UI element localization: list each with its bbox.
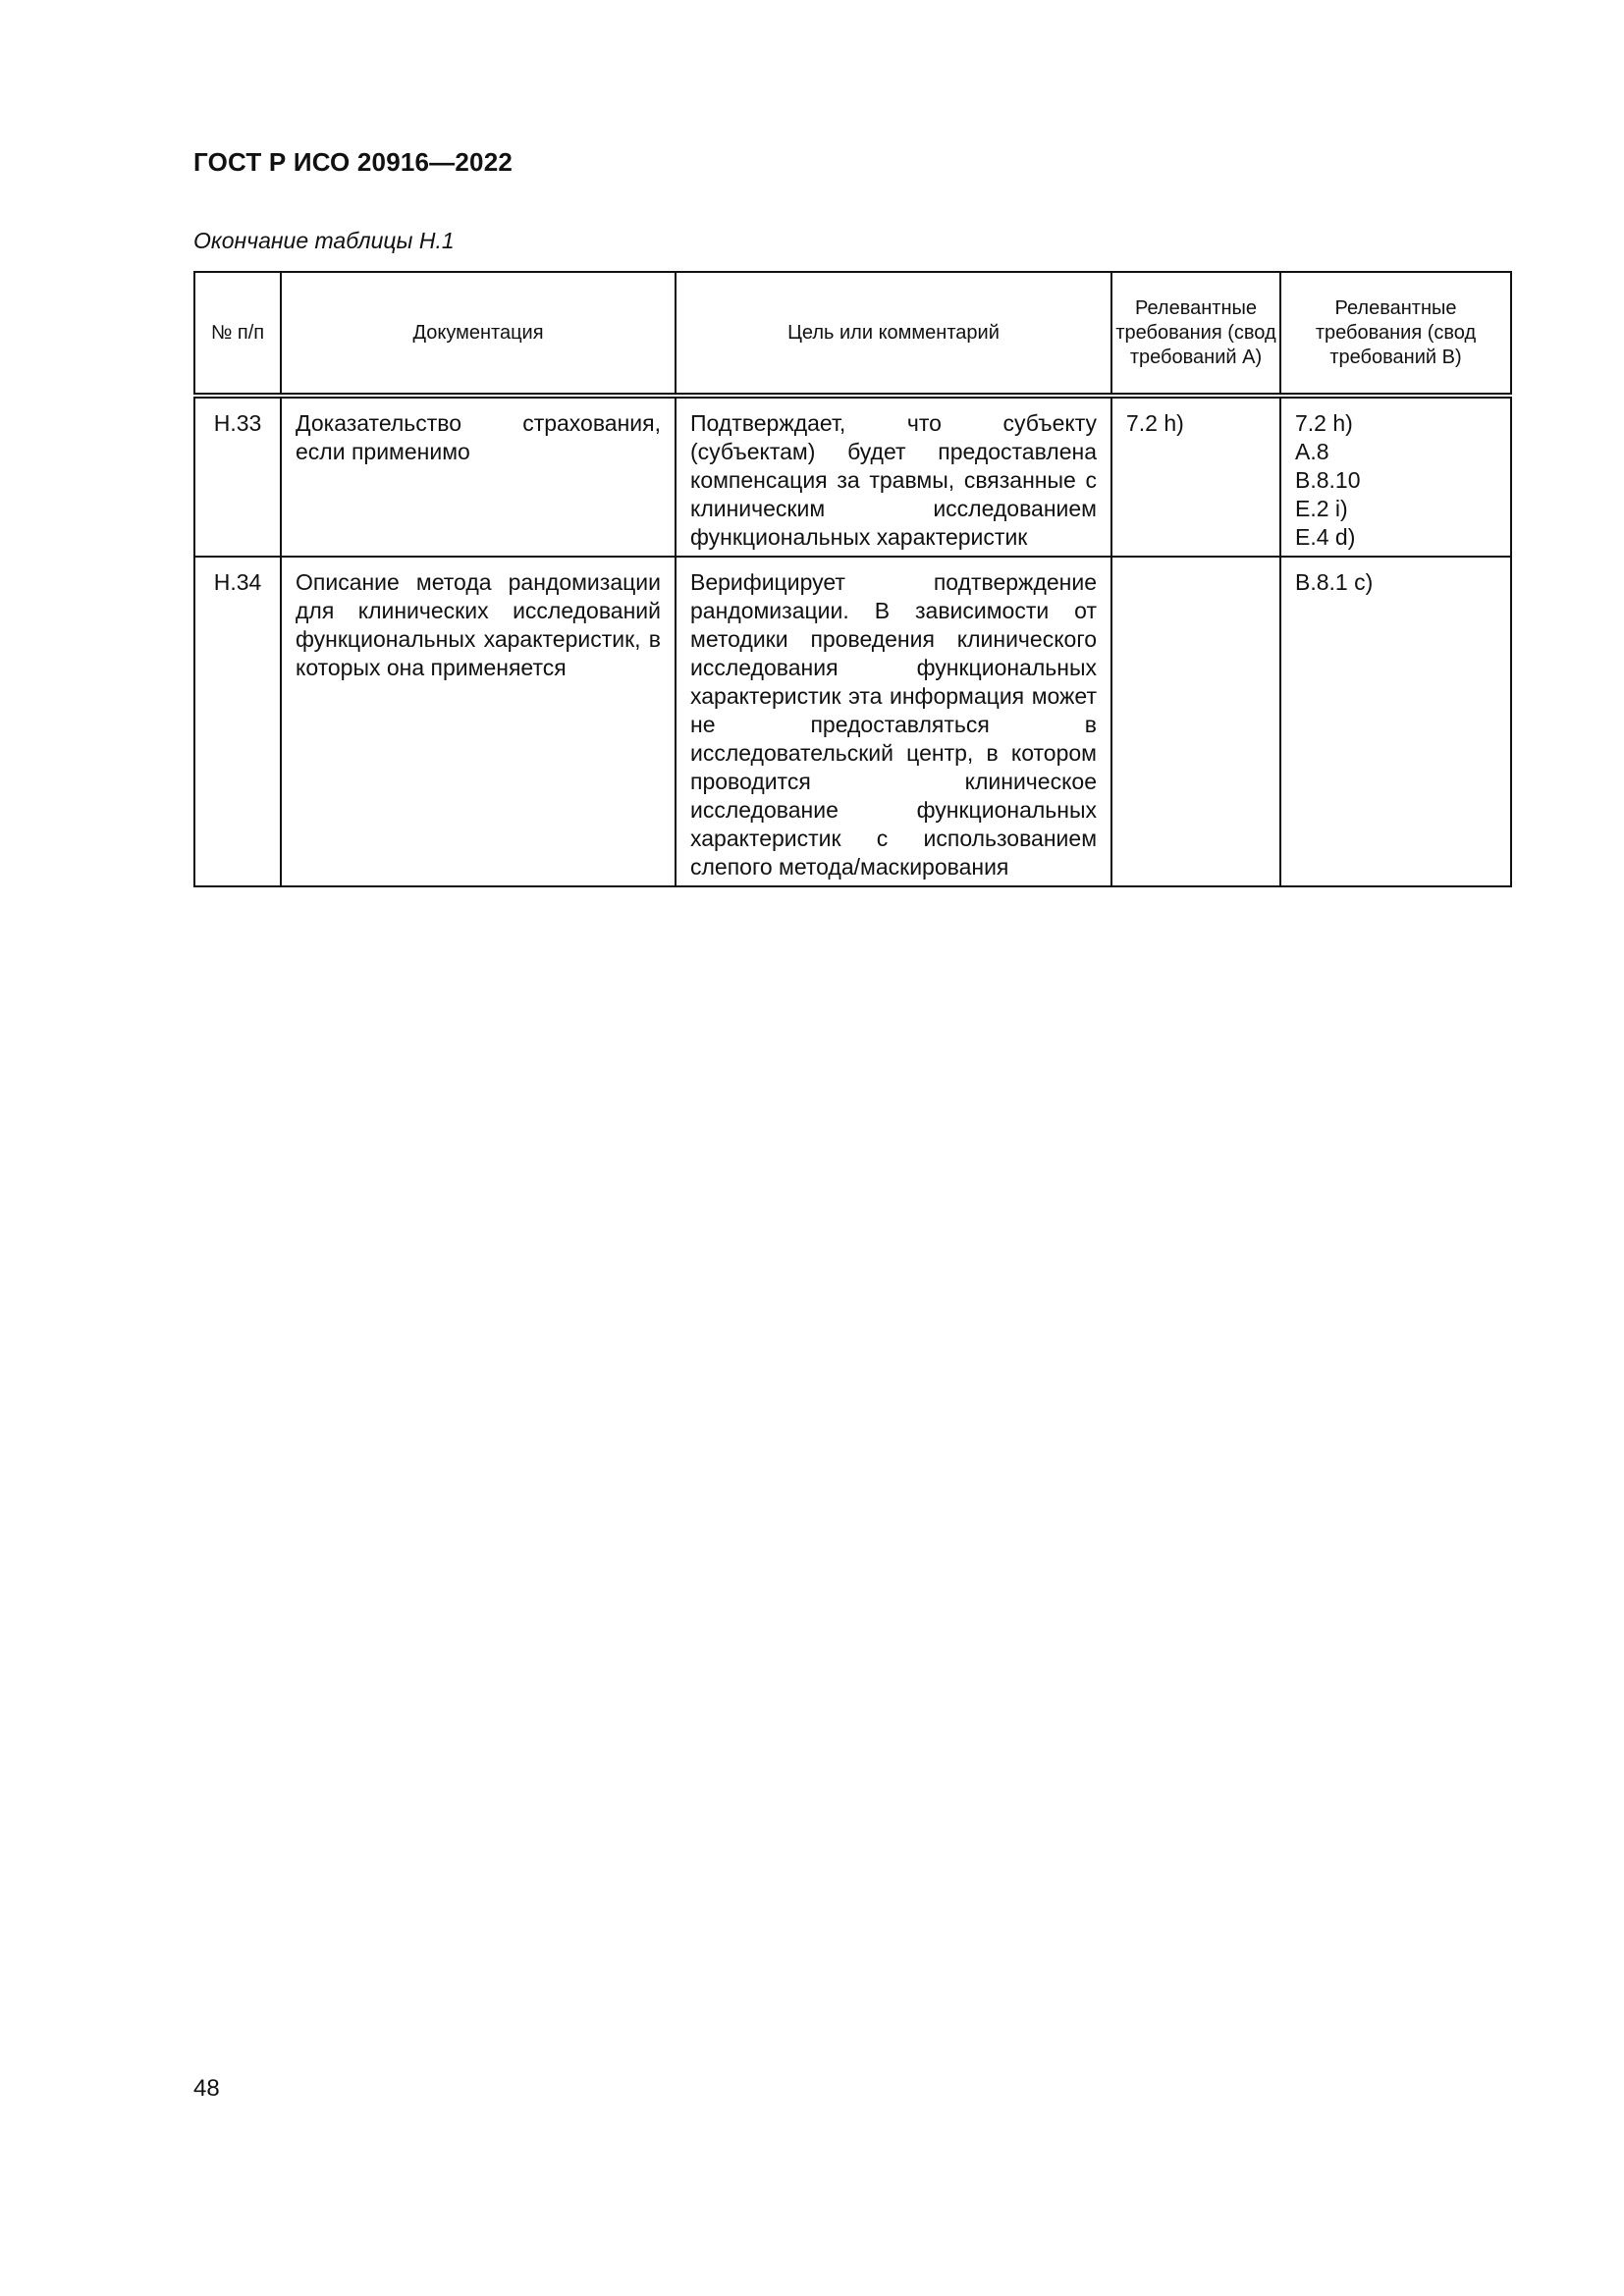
- column-header-purpose: Цель или комментарий: [676, 272, 1111, 396]
- req-b-cell: [1280, 557, 1511, 886]
- table-row: [194, 396, 1511, 557]
- column-header-req-a: Релевантные требования (свод требований А): [1111, 272, 1280, 396]
- req-b-item: В.8.10: [1295, 467, 1361, 493]
- column-header-documentation: Документация: [281, 272, 676, 396]
- req-b-item: Е.2 i): [1295, 496, 1348, 521]
- req-b-item: 7.2 h): [1295, 410, 1353, 436]
- requirements-table: [193, 271, 1512, 887]
- req-a-cell: [1111, 396, 1280, 557]
- req-a-item: 7.2 h): [1126, 410, 1184, 436]
- document-header: ГОСТ Р ИСО 20916—2022: [193, 147, 514, 177]
- row-number: Н.34: [194, 557, 281, 886]
- purpose-cell: Верифицирует подтверждение рандомизации. В зависимости от методики проведения клинического исследования функциональных характеристик эта информация может не предоставляться в исследовательский центр, в котором проводится клиническое исследование функциональных характеристик с использованием слепого метода/маскирования: [676, 557, 1111, 886]
- req-b-item: Е.4 d): [1295, 524, 1356, 550]
- table-caption: Окончание таблицы Н.1: [193, 228, 455, 253]
- documentation-cell: Описание метода рандомизации для клинических исследований функциональных характеристик, в которых она применяется: [281, 557, 676, 886]
- purpose-cell: Подтверждает, что субъекту (субъектам) будет предоставлена компенсация за травмы, связанные с клиническим исследованием функциональных характеристик: [676, 396, 1111, 557]
- column-header-req-b: Релевантные требования (свод требований В): [1280, 272, 1511, 396]
- documentation-cell: Доказательство страхования, если применимо: [281, 396, 676, 557]
- req-b-cell: [1280, 396, 1511, 557]
- page-number: 48: [193, 2075, 220, 2102]
- req-b-item: А.8: [1295, 439, 1329, 464]
- table-row: [194, 557, 1511, 886]
- row-number: Н.33: [194, 396, 281, 557]
- req-b-item: В.8.1 с): [1295, 569, 1374, 595]
- column-header-num: № п/п: [194, 272, 281, 396]
- table-header-row: [194, 272, 1511, 396]
- req-a-cell: [1111, 557, 1280, 886]
